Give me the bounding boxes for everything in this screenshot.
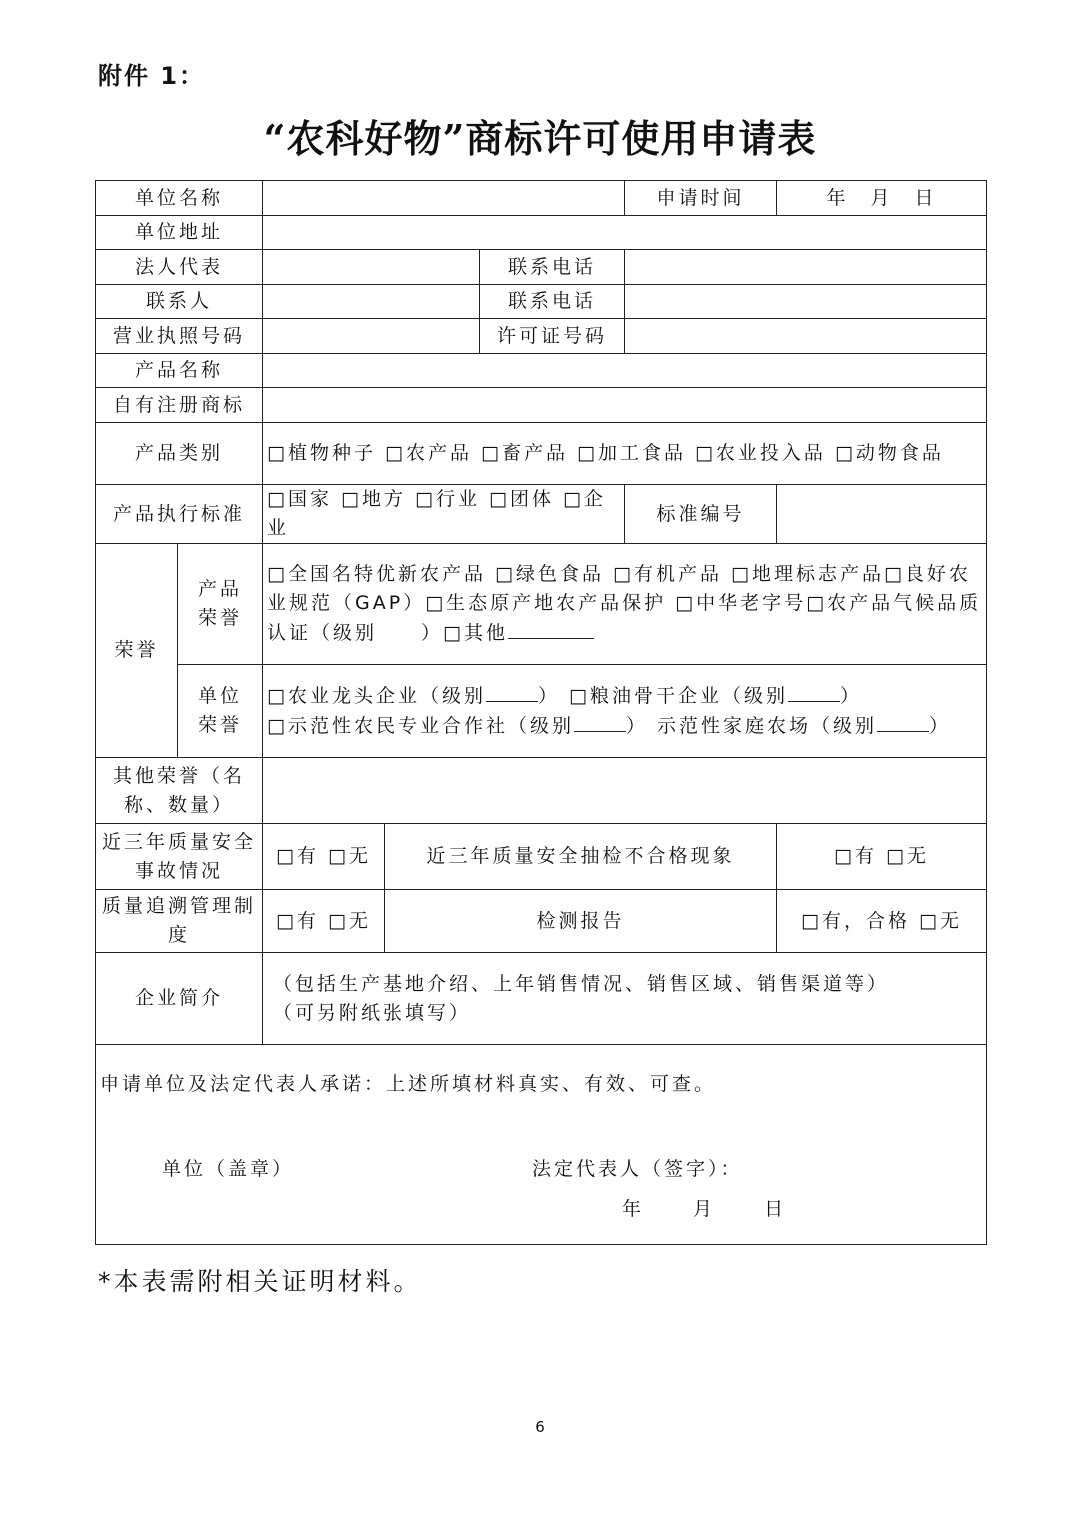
trace-label: 质量追溯管理制度 — [96, 890, 263, 953]
own-trademark-field[interactable] — [263, 388, 987, 423]
license-no-field[interactable] — [263, 319, 480, 354]
unit-name-field[interactable] — [263, 181, 625, 216]
profile-hint-1: （包括生产基地介绍、上年销售情况、销售区域、销售渠道等） — [273, 972, 890, 995]
unit-name-label: 单位名称 — [96, 181, 263, 216]
cooperative-option[interactable]: □示范性农民专业合作社（级别 — [267, 715, 574, 737]
level-blank-3[interactable] — [574, 711, 626, 732]
unit-honor-options[interactable] — [263, 665, 987, 758]
phone-label-1: 联系电话 — [480, 250, 625, 285]
apply-time-label: 申请时间 — [625, 181, 777, 216]
family-farm-option[interactable]: ） 示范性家庭农场（级别 — [625, 715, 878, 737]
inspection-label: 近三年质量安全抽检不合格现象 — [385, 824, 777, 890]
profile-hint-2: （可另附纸张填写） — [273, 1001, 472, 1024]
pledge-text: 申请单位及法定代表人承诺：上述所填材料真实、有效、可查。 — [100, 1073, 717, 1095]
contact-field[interactable] — [263, 285, 480, 319]
permit-no-field[interactable] — [625, 319, 987, 354]
permit-no-label: 许可证号码 — [480, 319, 625, 354]
dragon-head-option[interactable]: □农业龙头企业（级别 — [267, 685, 486, 707]
product-honor-options[interactable] — [263, 544, 987, 665]
unit-address-field[interactable] — [263, 216, 987, 250]
grain-oil-option[interactable]: ） □粮油骨干企业（级别 — [537, 685, 788, 707]
standard-label: 产品执行标准 — [96, 485, 263, 544]
unit-honor-line-1 — [267, 681, 982, 711]
unit-honor-line-2 — [267, 711, 982, 741]
attachment-label: 附件 1： — [98, 62, 206, 90]
application-form-table — [95, 180, 987, 1245]
other-honor-field[interactable] — [263, 758, 987, 824]
phone-label-2: 联系电话 — [480, 285, 625, 319]
profile-field[interactable] — [263, 953, 987, 1045]
profile-label: 企业简介 — [96, 953, 263, 1045]
level-blank-1[interactable] — [486, 681, 538, 702]
product-honor-text: □全国名特优新农产品 □绿色食品 □有机产品 □地理标志产品□良好农业规范（GAP）□生态原产地农产品保护 □中华老字号□农产品气候品质认证（级别 ）□其他 — [267, 563, 982, 644]
category-label: 产品类别 — [96, 423, 263, 485]
category-options[interactable]: □植物种子 □农产品 □畜产品 □加工食品 □农业投入品 □动物食品 — [263, 423, 987, 485]
contact-label: 联系人 — [96, 285, 263, 319]
signer-label: 法定代表人（签字）： — [532, 1158, 743, 1180]
standard-no-label: 标准编号 — [625, 485, 777, 544]
legal-rep-field[interactable] — [263, 250, 480, 285]
apply-date-field[interactable]: 年 月 日 — [777, 181, 987, 216]
level-blank-4[interactable] — [877, 711, 929, 732]
inspection-options[interactable]: □有 □无 — [777, 824, 987, 890]
phone-field-1[interactable] — [625, 250, 987, 285]
unit-address-label: 单位地址 — [96, 216, 263, 250]
accident-options[interactable]: □有 □无 — [263, 824, 385, 890]
paren-close-1: ） — [839, 685, 862, 707]
standard-no-field[interactable] — [777, 485, 987, 544]
legal-rep-label: 法人代表 — [96, 250, 263, 285]
test-report-options[interactable]: □有，合格 □无 — [777, 890, 987, 953]
phone-field-2[interactable] — [625, 285, 987, 319]
footnote: *本表需附相关证明材料。 — [98, 1267, 422, 1296]
standard-options[interactable]: □国家 □地方 □行业 □团体 □企业 — [263, 485, 625, 544]
level-blank-2[interactable] — [788, 681, 840, 702]
page-title: “农科好物”商标许可使用申请表 — [263, 116, 817, 161]
other-honor-blank[interactable] — [508, 618, 594, 639]
trace-options[interactable]: □有 □无 — [263, 890, 385, 953]
page-number: 6 — [535, 1418, 545, 1436]
paren-close-2: ） — [929, 715, 952, 737]
accident-label: 近三年质量安全事故情况 — [96, 824, 263, 890]
sign-date: 年 月 日 — [622, 1198, 787, 1220]
seal-label: 单位（盖章） — [162, 1158, 295, 1180]
product-honor-label: 产品荣誉 — [178, 544, 263, 665]
pledge-section — [96, 1045, 987, 1245]
product-name-field[interactable] — [263, 354, 987, 388]
product-name-label: 产品名称 — [96, 354, 263, 388]
honor-label: 荣誉 — [96, 544, 178, 758]
license-no-label: 营业执照号码 — [96, 319, 263, 354]
other-honor-label: 其他荣誉（名称、数量） — [96, 758, 263, 824]
test-report-label: 检测报告 — [385, 890, 777, 953]
unit-honor-label: 单位荣誉 — [178, 665, 263, 758]
own-trademark-label: 自有注册商标 — [96, 388, 263, 423]
